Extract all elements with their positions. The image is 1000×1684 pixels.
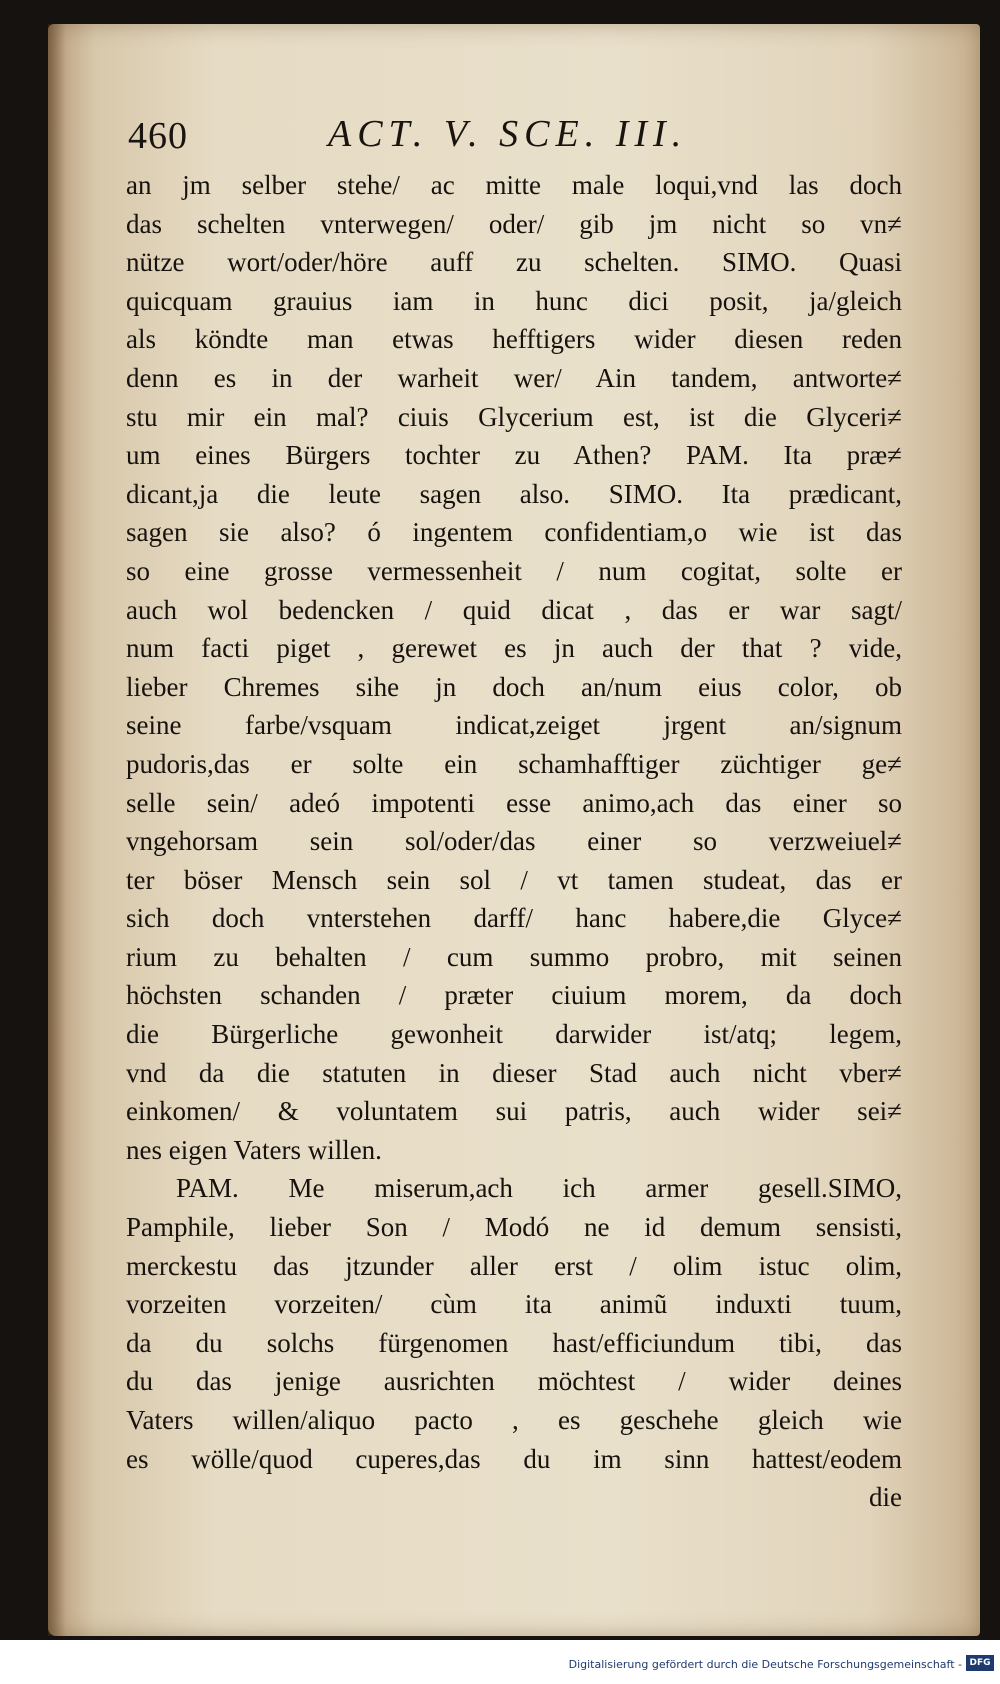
- text-line: vngehorsam sein sol/oder/das einer so verzweiuel≠: [126, 826, 902, 857]
- text-line: dicant,ja die leute sagen also. SIMO. Ita prædicant,: [126, 478, 902, 509]
- catchword: die: [869, 1482, 902, 1513]
- text-line: stu mir ein mal? ciuis Glycerium est, ist die Glyceri≠: [126, 401, 902, 432]
- running-head: ACT. V. SCE. III.: [328, 113, 688, 155]
- text-line: sich doch vnterstehen darff/ hanc habere,die Glyce≠: [126, 903, 902, 934]
- page-header: [128, 112, 908, 164]
- text-line: es wölle/quod cuperes,das du im sinn hattest/eodem: [126, 1443, 902, 1474]
- text-line: höchsten schanden / præter ciuium morem, da doch: [126, 980, 902, 1011]
- text-line: nes eigen Vaters willen.: [126, 1134, 382, 1165]
- text-line: quicquam grauius iam in hunc dici posit, ja/gleich: [126, 285, 902, 316]
- text-line: um eines Bürgers tochter zu Athen? PAM. Ita præ≠: [126, 440, 902, 471]
- text-line: so eine grosse vermessenheit / num cogitat, solte er: [126, 555, 902, 586]
- text-line: rium zu behalten / cum summo probro, mit seinen: [126, 941, 902, 972]
- text-line: pudoris,das er solte ein schamhafftiger züchtiger ge≠: [126, 748, 902, 779]
- text-line: seine farbe/vsquam indicat,zeiget jrgent an/signum: [126, 710, 902, 741]
- text-line: als köndte man etwas hefftigers wider diesen reden: [126, 324, 902, 355]
- text-block: [126, 166, 902, 1517]
- text-line: denn es in der warheit wer/ Ain tandem, antworte≠: [126, 362, 902, 393]
- dfg-logo-icon: DFG: [966, 1655, 994, 1671]
- text-line: auch wol bedencken / quid dicat , das er war sagt/: [126, 594, 902, 625]
- text-line: num facti piget , gerewet es jn auch der that ? vide,: [126, 633, 902, 664]
- text-line: Pamphile, lieber Son / Modó ne id demum sensisti,: [126, 1212, 902, 1243]
- text-line: einkomen/ & voluntatem sui patris, auch wider sei≠: [126, 1096, 902, 1127]
- text-line: da du solchs fürgenomen hast/efficiundum tibi, das: [126, 1327, 902, 1358]
- funding-credit: Digitalisierung gefördert durch die Deutsche Forschungsgemeinschaft -: [568, 1658, 962, 1671]
- text-line: selle sein/ adeó impotenti esse animo,ach das einer so: [126, 787, 902, 818]
- text-line: Vaters willen/aliquo pacto , es geschehe gleich wie: [126, 1405, 902, 1435]
- footer: [0, 1652, 1000, 1684]
- text-line: merckestu das jtzunder aller erst / olim istuc olim,: [126, 1250, 902, 1281]
- text-line: PAM. Me miserum,ach ich armer gesell.SIMO,: [176, 1173, 902, 1204]
- text-line: das schelten vnterwegen/ oder/ gib jm nicht so vn≠: [126, 208, 902, 239]
- text-line: vorzeiten vorzeiten/ cùm ita animũ induxti tuum,: [126, 1289, 902, 1320]
- text-line: nütze wort/oder/höre auff zu schelten. SIMO. Quasi: [126, 247, 902, 278]
- text-line: du das jenige ausrichten möchtest / wider deines: [126, 1366, 902, 1397]
- text-line: die Bürgerliche gewonheit darwider ist/atq; legem,: [126, 1019, 902, 1050]
- text-line: ter böser Mensch sein sol / vt tamen studeat, das er: [126, 864, 902, 895]
- text-line: sagen sie also? ó ingentem confidentiam,o wie ist das: [126, 517, 902, 548]
- page-number: 460: [128, 115, 188, 157]
- text-line: lieber Chremes sihe jn doch an/num eius color, ob: [126, 671, 902, 702]
- text-line: an jm selber stehe/ ac mitte male loqui,vnd las doch: [126, 170, 902, 200]
- text-line: vnd da die statuten in dieser Stad auch nicht vber≠: [126, 1057, 902, 1088]
